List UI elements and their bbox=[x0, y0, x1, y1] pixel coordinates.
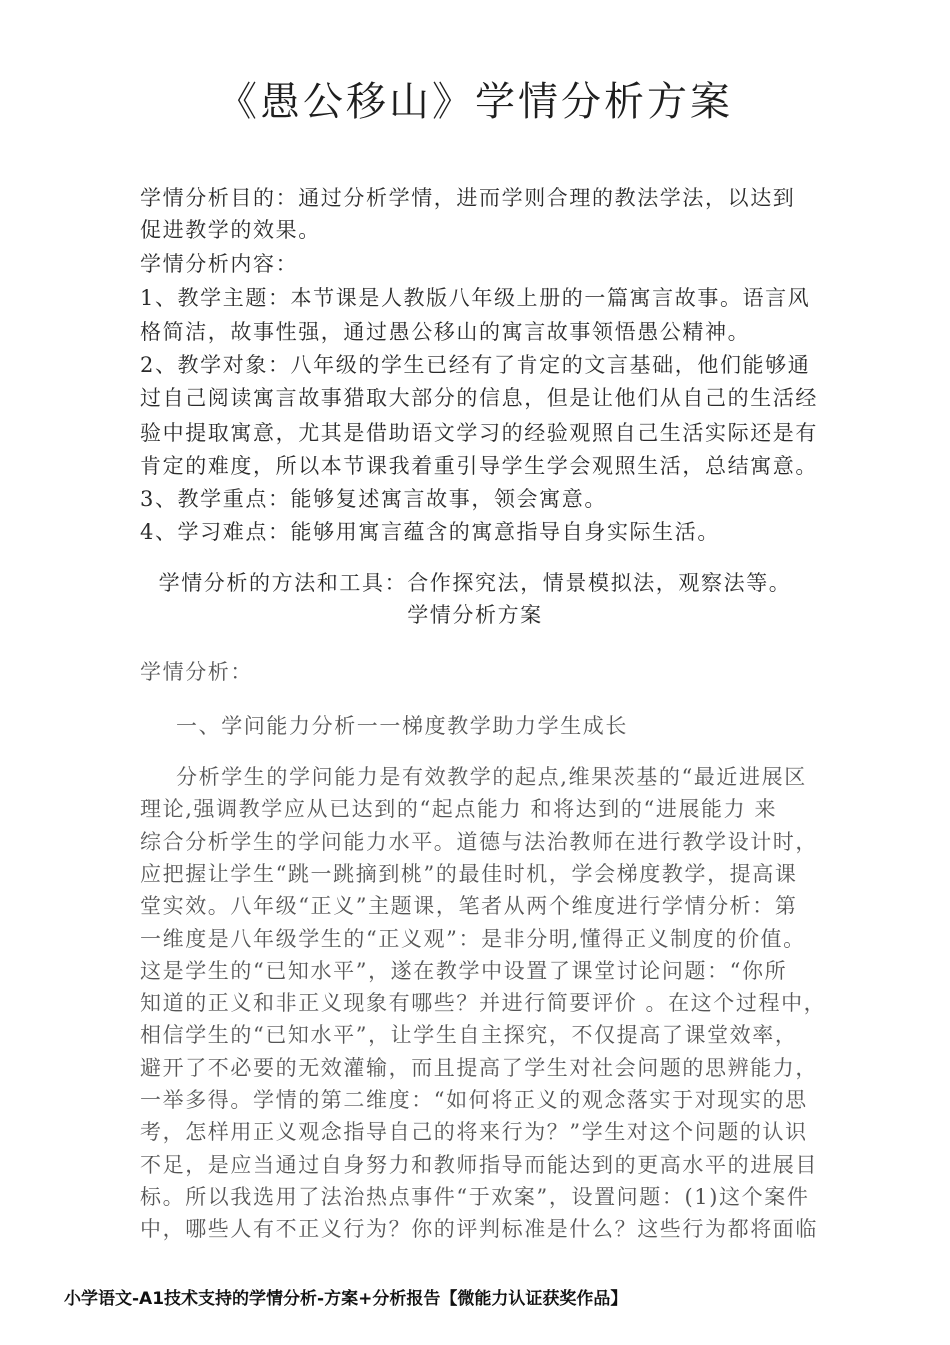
body-line: 中，哪些人有不正义行为？你的评判标准是什么？这些行为都将面临 bbox=[140, 1217, 818, 1242]
body-line: 理论,强调教学应从已达到的“起点能力 和将达到的“进展能力 来 bbox=[140, 797, 778, 822]
intro-line: 肯定的难度，所以本节课我着重引导学生学会观照生活，总结寓意。 bbox=[140, 454, 818, 478]
body-line: 这是学生的“已知水平”，遂在教学中设置了课堂讨论问题：“你所 bbox=[140, 958, 788, 983]
intro-line: 验中提取寓意，尤其是借助语文学习的经验观照自己生活实际还是有 bbox=[140, 421, 818, 445]
body-line: 不足，是应当通过自身努力和教师指导而能达到的更高水平的进展目 bbox=[140, 1152, 818, 1177]
section-heading: 一、学问能力分析一一梯度教学助力学生成长 bbox=[176, 714, 628, 738]
footer-caption: 小学语文-A1技术支持的学情分析-方案+分析报告【微能力认证获奖作品】 bbox=[64, 1289, 628, 1309]
plan-heading: 学情分析方案 bbox=[407, 603, 543, 627]
body-line: 堂实效。八年级“正义”主题课，笔者从两个维度进行学情分析：第 bbox=[140, 894, 798, 919]
intro-line: 学情分析内容： bbox=[140, 252, 299, 276]
intro-line: 2、教学对象：八年级的学生已经有了肯定的文言基础，他们能够通 bbox=[140, 353, 811, 377]
intro-line: 3、教学重点：能够复述寓言故事，领会寓意。 bbox=[140, 487, 607, 511]
body-line: 知道的正义和非正义现象有哪些？并进行简要评价 。在这个过程中， bbox=[140, 991, 827, 1016]
intro-line: 促进教学的效果。 bbox=[140, 218, 321, 242]
body-line: 避开了不必要的无效灌输，而且提高了学生对社会问题的思辨能力， bbox=[140, 1055, 818, 1080]
document-title: 《愚公移山》学情分析方案 bbox=[217, 79, 733, 125]
body-line: 考，怎样用正义观念指导自己的将来行为？”学生对这个问题的认识 bbox=[140, 1120, 808, 1145]
intro-line: 学情分析目的：通过分析学情，进而学则合理的教法学法，以达到 bbox=[140, 186, 796, 210]
intro-line: 1、教学主题：本节课是人教版八年级上册的一篇寓言故事。语言风 bbox=[140, 286, 811, 310]
body-line: 分析学生的学问能力是有效教学的起点,维果茨基的“最近进展区 bbox=[176, 765, 807, 789]
intro-line: 过自己阅读寓言故事猎取大部分的信息，但是让他们从自己的生活经 bbox=[140, 386, 818, 410]
body-line: 一维度是八年级学生的“正义观”：是非分明,懂得正义制度的价值。 bbox=[140, 926, 806, 951]
body-line: 相信学生的“已知水平”，让学生自主探究，不仅提高了课堂效率， bbox=[140, 1023, 798, 1048]
body-line: 应把握让学生“跳一跳摘到桃”的最佳时机，学会梯度教学，提高课 bbox=[140, 861, 798, 886]
body-line: 综合分析学生的学问能力水平。道德与法治教师在进行教学设计时， bbox=[140, 829, 818, 854]
intro-line: 4、学习难点：能够用寓言蕴含的寓意指导自身实际生活。 bbox=[140, 520, 720, 544]
methods-line: 学情分析的方法和工具：合作探究法，情景模拟法，观察法等。 bbox=[158, 571, 792, 595]
analysis-label: 学情分析： bbox=[140, 660, 253, 684]
body-line: 标。所以我选用了法治热点事件“于欢案”，设置问题：(1)这个案件 bbox=[140, 1184, 810, 1209]
body-line: 一举多得。学情的第二维度：“如何将正义的观念落实于对现实的思 bbox=[140, 1088, 808, 1112]
intro-line: 格简洁，故事性强，通过愚公移山的寓言故事领悟愚公精神。 bbox=[140, 320, 751, 344]
